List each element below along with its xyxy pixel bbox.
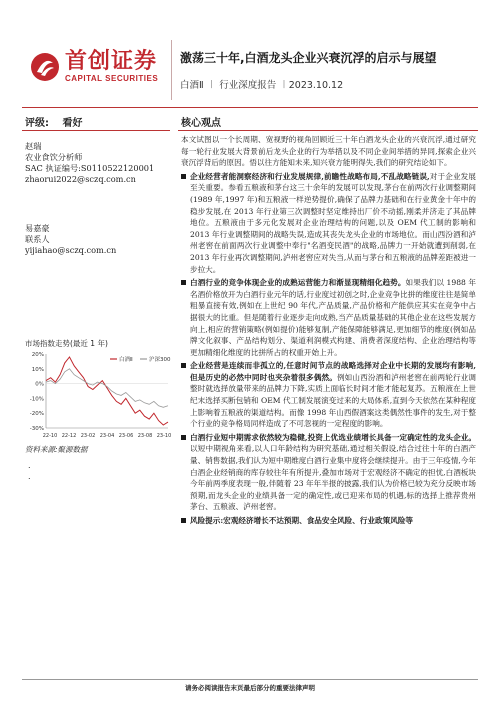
core-view-title: 核心观点 xyxy=(181,118,221,129)
analyst-card-2 xyxy=(25,223,116,256)
legend-label: 沪深300 xyxy=(149,357,171,363)
legend-label: 白酒Ⅱ xyxy=(119,357,133,363)
y-tick-label: -20% xyxy=(29,411,44,418)
series-line-baijiu xyxy=(46,357,168,425)
key-point-lead: 白酒行业的竞争体现企业的成熟运营能力和渐显现精细化趋势。 xyxy=(190,278,406,288)
rating-value: 看好 xyxy=(62,118,83,129)
intro-paragraph: 本文试图以一个长周期、宽视野的视角回顾近三十年白酒龙头企业的兴衰沉浮,通过研究每一轮行业发展大背景前后龙头企业的行为举措以及不同企业间举措的异同,探索企业兴衰沉浮背后的原因。悟以往方能知未来,知兴衰方能明得失,我们的研究结论如下。 xyxy=(181,135,476,168)
core-view-content xyxy=(181,134,476,529)
x-tick-label: 23-08 xyxy=(137,433,153,439)
x-tick-label: 23-02 xyxy=(80,433,96,439)
key-point-body: 对于企业发展至关重要。参看五粮液和茅台这三十余年的发展可以发现,茅台在前两次行业调整期间(1989 年,1997 年)和五粮液一样逆势提价,确保了品牌力基础和在行业黄金十年中的稳步发展,在 2013 年行业第三次调整时坚定维持出厂价不动摇,刚柔并济走了其品牌地位。五粮液由于多元化发展对企业治理结构的问题,以及 OEM 代工制的影响和 2013 年行业调整期间的战略失误,造成其丧失龙头企业的市场地位。而山西汾酒和泸州老窖在前面两次行业调整中奉行"名酒变民酒"的战略,品牌力一开始就遭到削弱,在 2013 年行业再次调整期间,泸州老窖应对失当,从而与茅台和五粮液的品牌差距被进一步拉大。 xyxy=(190,171,476,274)
analyst-card-1 xyxy=(25,141,154,185)
analyst-name: 赵瑞 xyxy=(25,141,42,151)
footer-rule xyxy=(22,679,478,680)
chart-source: 资料来源:聚源数据 xyxy=(25,445,88,454)
key-point-lead: 风险提示:宏观经济增长不达预期、食品安全风险、行业政策风险等 xyxy=(190,516,414,525)
y-tick-label: -30% xyxy=(29,426,44,432)
analyst-sac: SAC 执证编号:S0110522120001 xyxy=(25,163,155,173)
y-tick-label: 0% xyxy=(35,381,44,388)
logo-english-name: CAPITAL SECURITIES xyxy=(65,74,159,83)
company-logo xyxy=(30,50,158,83)
y-tick-label: 20% xyxy=(31,352,44,358)
legal-disclaimer: 请务必阅读报告末页最后部分的重要法律声明 xyxy=(185,684,315,692)
chart-title: 市场指数走势(最近 1 年) xyxy=(25,339,108,348)
analyst-title: 联系人 xyxy=(25,234,50,244)
logo-mark-icon xyxy=(30,52,60,82)
rating xyxy=(25,114,82,129)
separator-dot: . xyxy=(28,461,31,470)
key-point xyxy=(181,171,476,275)
x-tick-label: 23-04 xyxy=(99,433,115,439)
key-point-body: 例如山西汾酒和泸州老窖在前两轮行业调整时就选择放量带来的品牌力下降,实质上面临长时间才能才能起复苏。五粮液在上世纪末选择买断包销和 OEM 代工制发展演变过来的大局体系,直到今天依然在某种程度上影响着五粮液的渠道结构。而像 1998 年山西假酒案这类偶然性事件的发生,对于整个行业的竞争格局同样造成了不可忽视的一定程度的影响。 xyxy=(190,372,476,429)
rating-label: 评级: xyxy=(25,118,49,129)
x-tick-label: 23-10 xyxy=(156,433,172,439)
analyst-title: 农业食饮分析师 xyxy=(25,152,83,162)
key-point-lead: 企业经营者能洞察经济和行业发展规律,前瞻性战略布局,不乱战略链误, xyxy=(190,171,430,181)
key-point xyxy=(181,515,476,527)
separator-dot: . xyxy=(28,472,31,481)
key-point xyxy=(181,432,476,513)
key-point xyxy=(181,360,476,430)
header-rule xyxy=(22,107,478,108)
content-rule xyxy=(178,130,478,131)
report-subtitle: 白酒Ⅱ ︱ 行业深度报告 ︱2023.10.12 xyxy=(180,80,344,91)
x-tick-label: 22-12 xyxy=(61,433,77,439)
header-divider xyxy=(171,40,172,100)
y-tick-label: -10% xyxy=(29,396,44,403)
key-point-lead: 白酒行业短中期需求依然较为稳健,投资上优选业绩增长具备一定确定性的龙头企业。 xyxy=(190,432,476,442)
key-point-body: 如果我们以 1988 年名酒价格放开为白酒行业元年的话,行业度过初创之时,企业竞争比拼的维度往往是简单粗暴直接有效,例如在上世纪 90 年代,产品质量,产品价格和产能供应其实在竞争中占据很大的比重。但是随着行业逐步走向成熟,当产品质量基础的其他企业在这些发展方向上,相应的营销策略(例如提价)能够复制,产能保障能够满足,更加细节的维度(例如品牌文化叙事、产品结构划分、渠道利润模式构建、消费者深度结构、企业治理结构等更加精细化维度的比拼所占的权重开始上升。 xyxy=(190,278,476,357)
key-points-list xyxy=(181,171,476,527)
report-header xyxy=(0,0,500,110)
analyst-email[interactable]: zhaorui2022@sczq.com.cn xyxy=(25,174,136,184)
sidebar-rule xyxy=(22,130,170,131)
x-tick-label: 22-10 xyxy=(42,433,58,439)
key-point-body: 以短中期视角来看,以人口年龄结构为研究基础,通过相关假设,结合过往十年的白酒产量、销售数据,我们认为短中期维度白酒行业集中度将会继续提升。由于三年疫情,今年白酒企业经销商的库存较往年有所提升,叠加市场对于宏观经济不确定的担忧,白酒板块今年前两季度表现一般,伴随着 23 年年半报的披露,我们认为价格已较为充分反映市场预期,而龙头企业的业绩具备一定的确定性,或已迎来布局的机遇,标的选择上推荐贵州茅台、五粮液、泸州老窖。 xyxy=(190,444,476,512)
analyst-email[interactable]: yijiahao@sczq.com.cn xyxy=(25,245,117,255)
x-tick-label: 23-06 xyxy=(118,433,134,439)
logo-chinese-name: 首创证券 xyxy=(65,49,158,74)
key-point-lead: 企业经营是连续而非孤立的,任意时间节点的战略选择对企业中长期的发展均有影响,但是历史的必然中同时也夹杂着很多偶然。 xyxy=(190,361,476,382)
analyst-name: 易嘉豪 xyxy=(25,223,50,233)
market-index-chart xyxy=(22,350,172,442)
report-title: 激荡三十年,白酒龙头企业兴衰沉浮的启示与展望 xyxy=(180,51,437,65)
y-tick-label: 10% xyxy=(31,366,44,373)
key-point xyxy=(181,277,476,358)
